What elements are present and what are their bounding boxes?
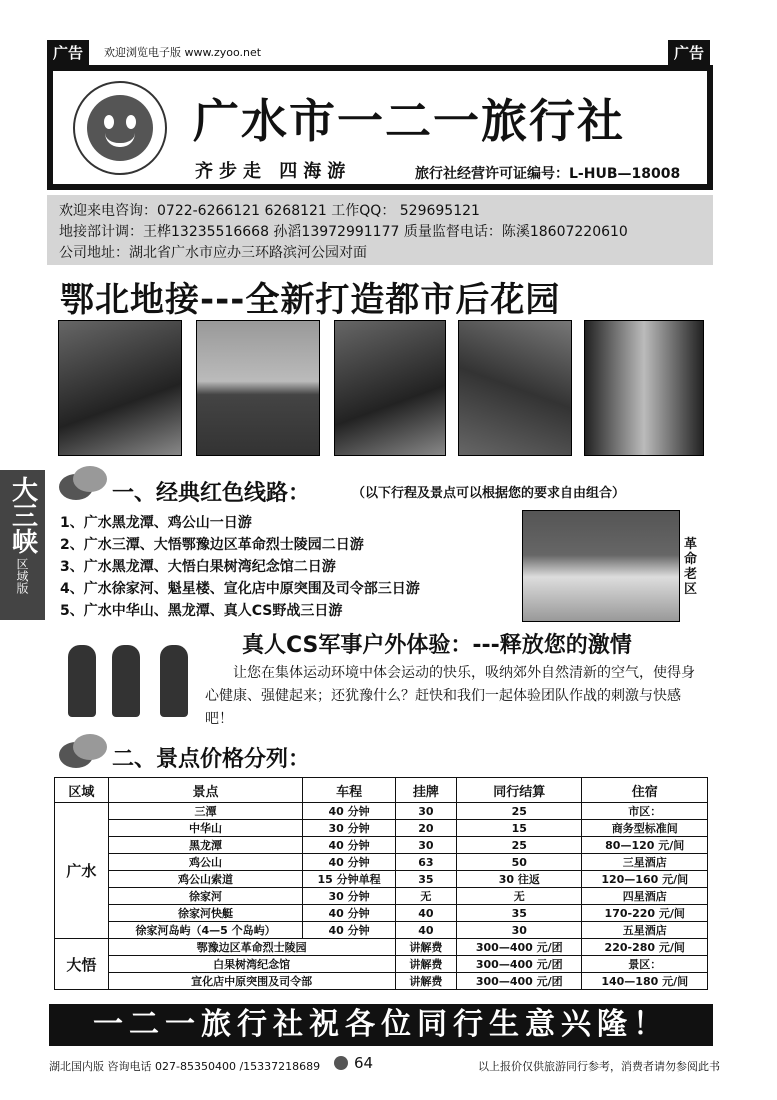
cell: 商务型标准间: [582, 820, 708, 837]
col-header: 区域: [55, 778, 109, 803]
soldier-figure: [68, 645, 96, 717]
table-row: [55, 939, 708, 956]
cell: 市区：: [582, 803, 708, 820]
cell: 30: [395, 837, 456, 854]
table-row: [55, 837, 708, 854]
region-cell: 大悟: [55, 939, 109, 990]
speech-bubble-icon: [58, 733, 108, 771]
cell: 中华山: [108, 820, 303, 837]
cell: 讲解费: [395, 973, 456, 990]
welcome-text: 欢迎浏览电子版 www.zyoo.net: [104, 46, 262, 59]
cell: 宣化店中原突围及司令部: [108, 973, 395, 990]
col-header: 景点: [108, 778, 303, 803]
footer-banner: 一二一旅行社祝各位同行生意兴隆！: [49, 1004, 713, 1046]
logo-eye-left: [104, 115, 114, 129]
page-number: 64: [354, 1054, 374, 1072]
col-header: 同行结算: [457, 778, 582, 803]
speech-bubble-icon: [58, 465, 108, 503]
cell: 黑龙潭: [108, 837, 303, 854]
cell: 景区：: [582, 956, 708, 973]
table-row: [55, 820, 708, 837]
cell: 40: [395, 922, 456, 939]
logo-mouth: [105, 133, 135, 147]
footer-right: 以上报价仅供旅游同行参考，消费者请勿参阅此书: [478, 1060, 720, 1073]
agency-name: 广水市一二一旅行社: [193, 94, 625, 148]
section1-title: 一、经典红色线路：: [112, 481, 311, 506]
cell: 40 分钟: [303, 837, 395, 854]
table-row: [55, 922, 708, 939]
cell: 40 分钟: [303, 905, 395, 922]
photo-cs-players: [458, 320, 572, 456]
cell: 35: [395, 871, 456, 888]
main-banner: 鄂北地接---全新打造都市后花园: [60, 280, 561, 320]
cell: 30: [457, 922, 582, 939]
list-item: 2、广水三潭、大悟鄂豫边区革命烈士陵园二日游: [60, 537, 364, 553]
contact-staff: 地接部计调：王桦13235516668 孙滔13972991177 质量监督电话：陈溪18607220610: [59, 224, 628, 240]
cell: 25: [457, 803, 582, 820]
ad-tag-right: 广告: [668, 40, 710, 65]
page-number-group: [334, 1054, 373, 1072]
cell: 40: [395, 905, 456, 922]
cell: 50: [457, 854, 582, 871]
cell: 无: [395, 888, 456, 905]
soldier-figure: [160, 645, 188, 717]
soldier-figure: [112, 645, 140, 717]
cell: 300—400 元/团: [457, 939, 582, 956]
table-row: [55, 871, 708, 888]
cell: 40 分钟: [303, 803, 395, 820]
list-item: 4、广水徐家河、魁星楼、宣化店中原突围及司令部三日游: [60, 581, 420, 597]
region-side-tab: [0, 470, 45, 620]
cell: 80—120 元/间: [582, 837, 708, 854]
region-cell: 广水: [55, 803, 109, 939]
cell: 15: [457, 820, 582, 837]
logo-eye-right: [126, 115, 136, 129]
side-tab-title: 大三峡: [7, 476, 38, 554]
cell: 徐家河快艇: [108, 905, 303, 922]
cell: 20: [395, 820, 456, 837]
photo-memorial-building: [522, 510, 680, 622]
photo-waterfall: [584, 320, 704, 456]
agency-slogan: 齐步走 四海游: [195, 161, 352, 182]
table-row: [55, 854, 708, 871]
table-row: [55, 888, 708, 905]
contact-address: 公司地址：湖北省广水市应办三环路滨河公园对面: [59, 245, 367, 261]
side-tab-sub: 区域版: [15, 558, 29, 594]
cell: 鸡公山: [108, 854, 303, 871]
photo-lake-boat: [196, 320, 320, 456]
cell: 三星酒店: [582, 854, 708, 871]
list-item: 1、广水黑龙潭、鸡公山一日游: [60, 515, 252, 531]
cell: 无: [457, 888, 582, 905]
col-header: 挂牌: [395, 778, 456, 803]
cell: 63: [395, 854, 456, 871]
page-badge-icon: [334, 1056, 348, 1070]
table-header-row: [55, 778, 708, 803]
cell: 徐家河: [108, 888, 303, 905]
table-row: [55, 803, 708, 820]
contact-phone: 欢迎来电咨询：0722-6266121 6268121 工作QQ： 529695121: [59, 203, 480, 219]
agency-logo: [73, 81, 167, 175]
ad-tag-left: 广告: [47, 40, 89, 65]
price-table: [54, 777, 708, 990]
photo-waterfall-rocks: [334, 320, 446, 456]
cell: 30 往返: [457, 871, 582, 888]
agency-header: [47, 65, 713, 190]
cell: 120—160 元/间: [582, 871, 708, 888]
cell: 30: [395, 803, 456, 820]
cell: 140—180 元/间: [582, 973, 708, 990]
photo-mountain-rock: [58, 320, 182, 456]
cell: 40 分钟: [303, 922, 395, 939]
smiley-face-icon: [87, 95, 153, 161]
license-number: 旅行社经营许可证编号：L-HUB—18008: [415, 166, 681, 182]
cell: 35: [457, 905, 582, 922]
photo-caption: 革命老区: [684, 537, 698, 597]
col-header: 车程: [303, 778, 395, 803]
cell: 鄂豫边区革命烈士陵园: [108, 939, 395, 956]
cell: 徐家河岛屿（4—5 个岛屿）: [108, 922, 303, 939]
cell: 30 分钟: [303, 820, 395, 837]
cell: 鸡公山索道: [108, 871, 303, 888]
list-item: 5、广水中华山、黑龙潭、真人CS野战三日游: [60, 603, 343, 619]
list-item: 3、广水黑龙潭、大悟白果树湾纪念馆二日游: [60, 559, 336, 575]
cs-title: 真人CS军事户外体验：---释放您的激情: [242, 633, 632, 658]
cell: 300—400 元/团: [457, 973, 582, 990]
cell: 讲解费: [395, 956, 456, 973]
cell: 五星酒店: [582, 922, 708, 939]
cell: 四星酒店: [582, 888, 708, 905]
cell: 300—400 元/团: [457, 956, 582, 973]
cs-description: 让您在集体运动环境中体会运动的快乐，吸纳郊外自然清新的空气，使得身心健康、强健起来；还犹豫什么？赶快和我们一起体验团队作战的刺激与快感吧！: [205, 665, 695, 727]
footer-left: 湖北国内版 咨询电话 027-85350400 /15337218689: [49, 1060, 321, 1073]
route-list: [60, 512, 420, 622]
cell: 三潭: [108, 803, 303, 820]
cell: 170-220 元/间: [582, 905, 708, 922]
cell: 15 分钟单程: [303, 871, 395, 888]
table-row: [55, 973, 708, 990]
col-header: 住宿: [582, 778, 708, 803]
cell: 25: [457, 837, 582, 854]
cell: 讲解费: [395, 939, 456, 956]
section1-note: （以下行程及景点可以根据您的要求自由组合）: [352, 486, 626, 501]
cell: 30 分钟: [303, 888, 395, 905]
cell: 40 分钟: [303, 854, 395, 871]
table-row: [55, 956, 708, 973]
section2-title: 二、景点价格分列：: [112, 747, 311, 772]
contact-info: [47, 195, 713, 265]
cell: 白果树湾纪念馆: [108, 956, 395, 973]
cell: 220-280 元/间: [582, 939, 708, 956]
table-row: [55, 905, 708, 922]
